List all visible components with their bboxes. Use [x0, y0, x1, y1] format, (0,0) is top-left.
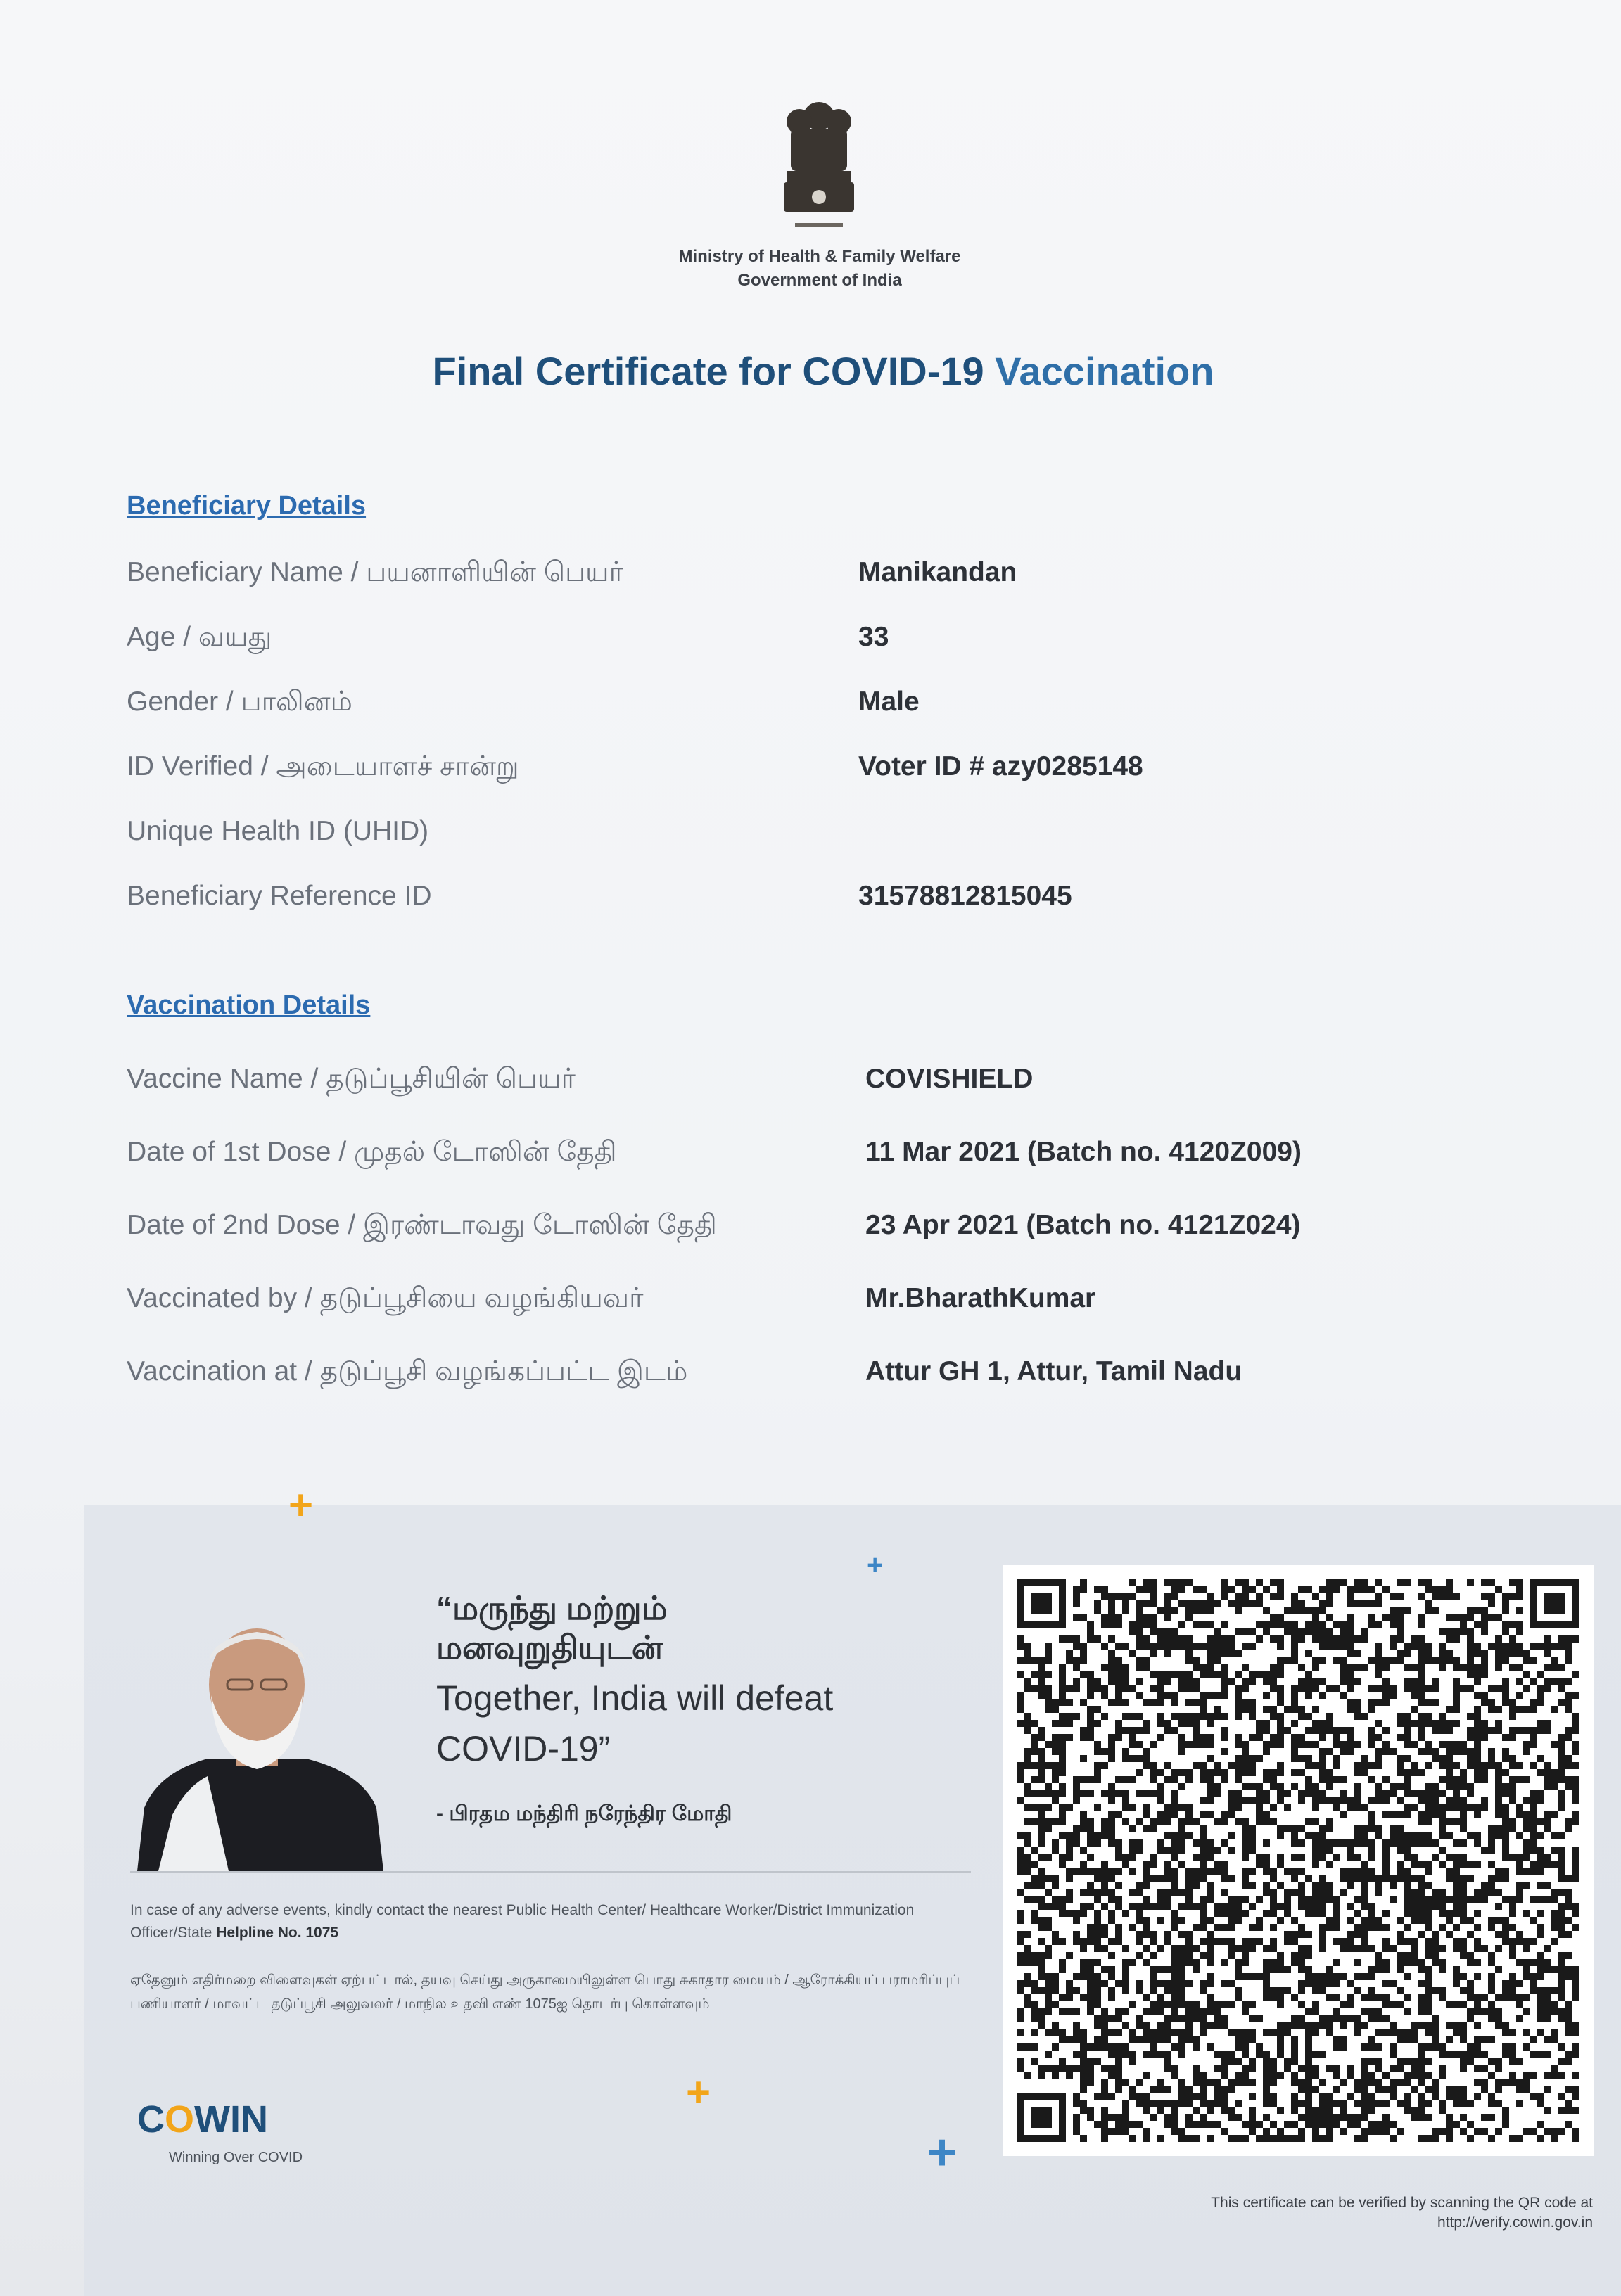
- field-label: Date of 2nd Dose / இரண்டாவது டோஸின் தேதி: [127, 1210, 717, 1240]
- vaccination-row: [127, 1210, 1463, 1252]
- field-value: 23 Apr 2021 (Batch no. 4121Z024): [865, 1210, 1301, 1240]
- field-value: Male: [858, 687, 920, 717]
- logo-letters: WIN: [194, 2098, 268, 2141]
- title-tail: Vaccination: [995, 349, 1214, 393]
- field-label: Unique Health ID (UHID): [127, 816, 429, 846]
- field-label: Beneficiary Name / பயனாளியின் பெயர்: [127, 557, 623, 587]
- title-main: Final Certificate for COVID-19: [432, 349, 984, 393]
- portrait-photo: [130, 1618, 383, 1871]
- field-label: Date of 1st Dose / முதல் டோஸின் தேதி: [127, 1137, 617, 1167]
- field-value: COVISHIELD: [865, 1064, 1034, 1094]
- quote-tamil-line: மனவுறுதியுடன்: [436, 1629, 663, 1666]
- helpline-notice: [130, 1899, 960, 1944]
- field-label: Age / வயது: [127, 622, 272, 652]
- beneficiary-details-heading: Beneficiary Details: [127, 491, 367, 521]
- vaccination-row: [127, 1356, 1463, 1398]
- notice-text: In case of any adverse events, kindly contact the nearest Public Health Center/ Healthcare Worker/District Immunization Officer/State: [130, 1902, 915, 1941]
- verification-qr-code[interactable]: [1003, 1565, 1594, 2156]
- plus-decoration-icon: +: [867, 1550, 884, 1581]
- beneficiary-row: [127, 751, 1463, 793]
- field-label: Vaccination at / தடுப்பூசி வழங்கப்பட்ட இடம்: [127, 1356, 688, 1386]
- field-label: ID Verified / அடையாளச் சான்று: [127, 751, 519, 782]
- quote-attribution: - பிரதம மந்திரி நரேந்திர மோதி: [436, 1802, 732, 1825]
- verify-note: [960, 2193, 1593, 2233]
- field-label: Beneficiary Reference ID: [127, 881, 432, 911]
- field-label: Gender / பாலினம்: [127, 687, 352, 717]
- helpline-notice-tamil: ஏதேனும் எதிர்மறை விளைவுகள் ஏற்பட்டால், தயவு செய்து அருகாமையிலுள்ள பொது சுகாதார மையம் / ஆரோக்கியப் பராமரிப்புப் பணியாளர் / மாவட்ட தடுப்பூசி அலுவலர் / மாநில உதவி எண் 1075ஐ தொடர்பு கொள்ளவும்: [130, 1972, 960, 2012]
- beneficiary-row: [127, 687, 1463, 729]
- vaccination-details-heading: Vaccination Details: [127, 990, 371, 1020]
- government-line: Government of India: [737, 271, 902, 290]
- beneficiary-row: [127, 881, 1463, 923]
- divider: [130, 1871, 971, 1873]
- field-value: Mr.BharathKumar: [865, 1283, 1096, 1313]
- beneficiary-row: [127, 816, 1463, 858]
- field-value: 33: [858, 622, 889, 652]
- verify-url[interactable]: http://verify.cowin.gov.in: [1437, 2214, 1593, 2231]
- field-value: 11 Mar 2021 (Batch no. 4120Z009): [865, 1137, 1302, 1167]
- ministry-line: Ministry of Health & Family Welfare: [678, 247, 961, 266]
- field-label: Vaccinated by / தடுப்பூசியை வழங்கியவர்: [127, 1283, 644, 1313]
- logo-letter-accent: O: [165, 2098, 195, 2141]
- logo-letter: C: [137, 2098, 165, 2141]
- plus-decoration-icon: +: [927, 2124, 958, 2181]
- vaccination-row: [127, 1137, 1463, 1179]
- field-value: Attur GH 1, Attur, Tamil Nadu: [865, 1356, 1242, 1386]
- quote-tamil: [436, 1588, 668, 1667]
- quote-tamil-line: “மருந்து மற்றும்: [436, 1590, 668, 1626]
- field-value: 31578812815045: [858, 881, 1072, 911]
- national-emblem-icon: [774, 95, 864, 246]
- plus-decoration-icon: +: [686, 2069, 711, 2116]
- field-value: Manikandan: [858, 557, 1017, 587]
- helpline-number: Helpline No. 1075: [216, 1925, 339, 1941]
- verify-line: This certificate can be verified by scanning the QR code at: [1211, 2195, 1593, 2211]
- ministry-name: [563, 245, 1076, 293]
- vaccination-row: [127, 1283, 1463, 1325]
- field-label: Vaccine Name / தடுப்பூசியின் பெயர்: [127, 1064, 576, 1094]
- plus-decoration-icon: +: [288, 1481, 314, 1529]
- field-value: Voter ID # azy0285148: [858, 751, 1143, 782]
- vaccination-row: [127, 1064, 1463, 1106]
- beneficiary-row: [127, 557, 1463, 599]
- cowin-tagline: Winning Over COVID: [169, 2150, 303, 2165]
- quote-english: Together, India will defeat COVID-19”: [436, 1678, 834, 1768]
- cowin-logo: [137, 2098, 268, 2141]
- page-title: [310, 348, 1337, 394]
- beneficiary-row: [127, 622, 1463, 664]
